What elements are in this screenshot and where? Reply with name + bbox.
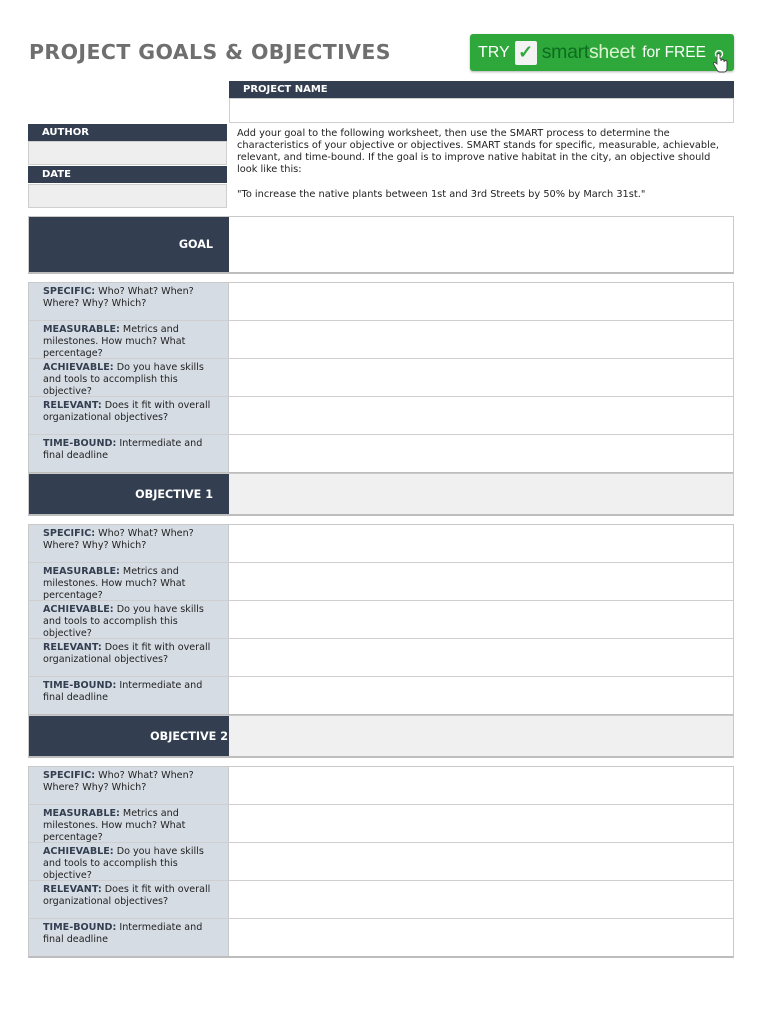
specific-answer-field[interactable] bbox=[229, 283, 733, 320]
row-label bbox=[29, 397, 229, 434]
objective-1-section bbox=[28, 473, 734, 516]
brand-text-sheet: sheet bbox=[588, 41, 636, 63]
row-label bbox=[29, 639, 229, 676]
smart-row-relevant bbox=[29, 639, 733, 677]
project-name-field[interactable] bbox=[229, 98, 734, 123]
smart-table-objective-2 bbox=[28, 766, 734, 958]
achievable-answer-field[interactable] bbox=[229, 843, 733, 880]
smart-row-achievable bbox=[29, 601, 733, 639]
objective-1-label: OBJECTIVE 1 bbox=[29, 474, 229, 514]
time-bound-answer-field[interactable] bbox=[229, 435, 733, 472]
achievable-answer-field[interactable] bbox=[229, 359, 733, 396]
measurable-answer-field[interactable] bbox=[229, 805, 733, 842]
row-prompt: Does it fit with overall organizational objectives? bbox=[43, 642, 211, 666]
time-bound-answer-field[interactable] bbox=[229, 919, 733, 956]
row-key: RELEVANT: bbox=[43, 642, 102, 653]
smart-row-relevant bbox=[29, 397, 733, 435]
row-prompt: Who? What? When? Where? Why? Which? bbox=[43, 770, 194, 794]
row-label bbox=[29, 881, 229, 918]
achievable-answer-field[interactable] bbox=[229, 601, 733, 638]
measurable-answer-field[interactable] bbox=[229, 563, 733, 600]
for-free-label: for FREE bbox=[642, 43, 706, 61]
page-title: PROJECT GOALS & OBJECTIVES bbox=[29, 40, 391, 64]
row-label bbox=[29, 283, 229, 320]
row-key: MEASURABLE: bbox=[43, 808, 120, 819]
smart-row-measurable bbox=[29, 563, 733, 601]
checkmark-icon: ✓ bbox=[515, 41, 537, 65]
row-prompt: Who? What? When? Where? Why? Which? bbox=[43, 528, 194, 552]
relevant-answer-field[interactable] bbox=[229, 881, 733, 918]
row-prompt: Metrics and milestones. How much? What percentage? bbox=[43, 324, 186, 358]
objective-2-label: OBJECTIVE 2 bbox=[29, 716, 229, 756]
row-prompt: Metrics and milestones. How much? What percentage? bbox=[43, 566, 186, 600]
smart-table-objective-1 bbox=[28, 524, 734, 716]
objective-1-field[interactable] bbox=[229, 474, 733, 514]
row-label bbox=[29, 601, 229, 638]
objective-2-field[interactable] bbox=[229, 716, 733, 756]
row-key: ACHIEVABLE: bbox=[43, 362, 114, 373]
smart-row-measurable bbox=[29, 805, 733, 843]
row-prompt: Intermediate and final deadline bbox=[43, 680, 203, 704]
row-label bbox=[29, 919, 229, 956]
row-label bbox=[29, 435, 229, 472]
row-key: SPECIFIC: bbox=[43, 770, 96, 781]
row-prompt: Do you have skills and tools to accomplish this objective? bbox=[43, 846, 204, 880]
row-prompt: Do you have skills and tools to accomplish this objective? bbox=[43, 362, 204, 396]
row-key: RELEVANT: bbox=[43, 884, 102, 895]
row-key: SPECIFIC: bbox=[43, 286, 96, 297]
project-name-label: PROJECT NAME bbox=[229, 81, 734, 98]
row-label bbox=[29, 321, 229, 358]
goal-field[interactable] bbox=[229, 217, 733, 272]
date-field[interactable] bbox=[28, 184, 227, 208]
author-label: AUTHOR bbox=[28, 124, 227, 141]
row-prompt: Intermediate and final deadline bbox=[43, 438, 203, 462]
smart-table-goal bbox=[28, 282, 734, 474]
example-objective: "To increase the native plants between 1st and 3rd Streets by 50% by March 31st." bbox=[237, 189, 646, 200]
row-label bbox=[29, 359, 229, 396]
row-prompt: Do you have skills and tools to accomplish this objective? bbox=[43, 604, 204, 638]
smart-row-relevant bbox=[29, 881, 733, 919]
row-label bbox=[29, 525, 229, 562]
smart-row-specific bbox=[29, 767, 733, 805]
row-prompt: Does it fit with overall organizational objectives? bbox=[43, 884, 211, 908]
date-label: DATE bbox=[28, 166, 227, 183]
row-key: MEASURABLE: bbox=[43, 566, 120, 577]
objective-2-section bbox=[28, 715, 734, 758]
try-smartsheet-button[interactable] bbox=[470, 34, 734, 71]
specific-answer-field[interactable] bbox=[229, 767, 733, 804]
row-key: TIME-BOUND: bbox=[43, 680, 117, 691]
row-label bbox=[29, 805, 229, 842]
row-key: MEASURABLE: bbox=[43, 324, 120, 335]
row-key: TIME-BOUND: bbox=[43, 922, 117, 933]
smart-row-time-bound bbox=[29, 435, 733, 472]
row-key: ACHIEVABLE: bbox=[43, 604, 114, 615]
smart-row-achievable bbox=[29, 843, 733, 881]
smart-row-time-bound bbox=[29, 919, 733, 956]
row-key: ACHIEVABLE: bbox=[43, 846, 114, 857]
instructions-text bbox=[237, 128, 725, 201]
smart-row-time-bound bbox=[29, 677, 733, 714]
row-label bbox=[29, 677, 229, 714]
brand-text-smart: smart bbox=[541, 41, 589, 63]
smart-row-specific bbox=[29, 525, 733, 563]
smart-row-measurable bbox=[29, 321, 733, 359]
row-label bbox=[29, 843, 229, 880]
goal-section bbox=[28, 216, 734, 274]
row-key: TIME-BOUND: bbox=[43, 438, 117, 449]
row-key: SPECIFIC: bbox=[43, 528, 96, 539]
try-label: TRY bbox=[478, 43, 510, 61]
goal-label: GOAL bbox=[29, 217, 229, 272]
author-field[interactable] bbox=[28, 141, 227, 165]
row-key: RELEVANT: bbox=[43, 400, 102, 411]
measurable-answer-field[interactable] bbox=[229, 321, 733, 358]
specific-answer-field[interactable] bbox=[229, 525, 733, 562]
relevant-answer-field[interactable] bbox=[229, 397, 733, 434]
row-prompt: Does it fit with overall organizational objectives? bbox=[43, 400, 211, 424]
row-prompt: Metrics and milestones. How much? What percentage? bbox=[43, 808, 186, 842]
smart-row-specific bbox=[29, 283, 733, 321]
row-prompt: Intermediate and final deadline bbox=[43, 922, 203, 946]
brand-logo bbox=[542, 41, 635, 64]
smart-row-achievable bbox=[29, 359, 733, 397]
row-label bbox=[29, 767, 229, 804]
row-prompt: Who? What? When? Where? Why? Which? bbox=[43, 286, 194, 310]
relevant-answer-field[interactable] bbox=[229, 639, 733, 676]
row-label bbox=[29, 563, 229, 600]
instructions-body: Add your goal to the following worksheet, then use the SMART process to determine the characteristics of your objective or objectives. SMART stands for specific, measurable, achievable, relevant, and time-bound. If the goal is to improve native habitat in the city, an objective should look like this: bbox=[237, 128, 719, 175]
time-bound-answer-field[interactable] bbox=[229, 677, 733, 714]
pointer-hand-icon bbox=[708, 50, 730, 74]
